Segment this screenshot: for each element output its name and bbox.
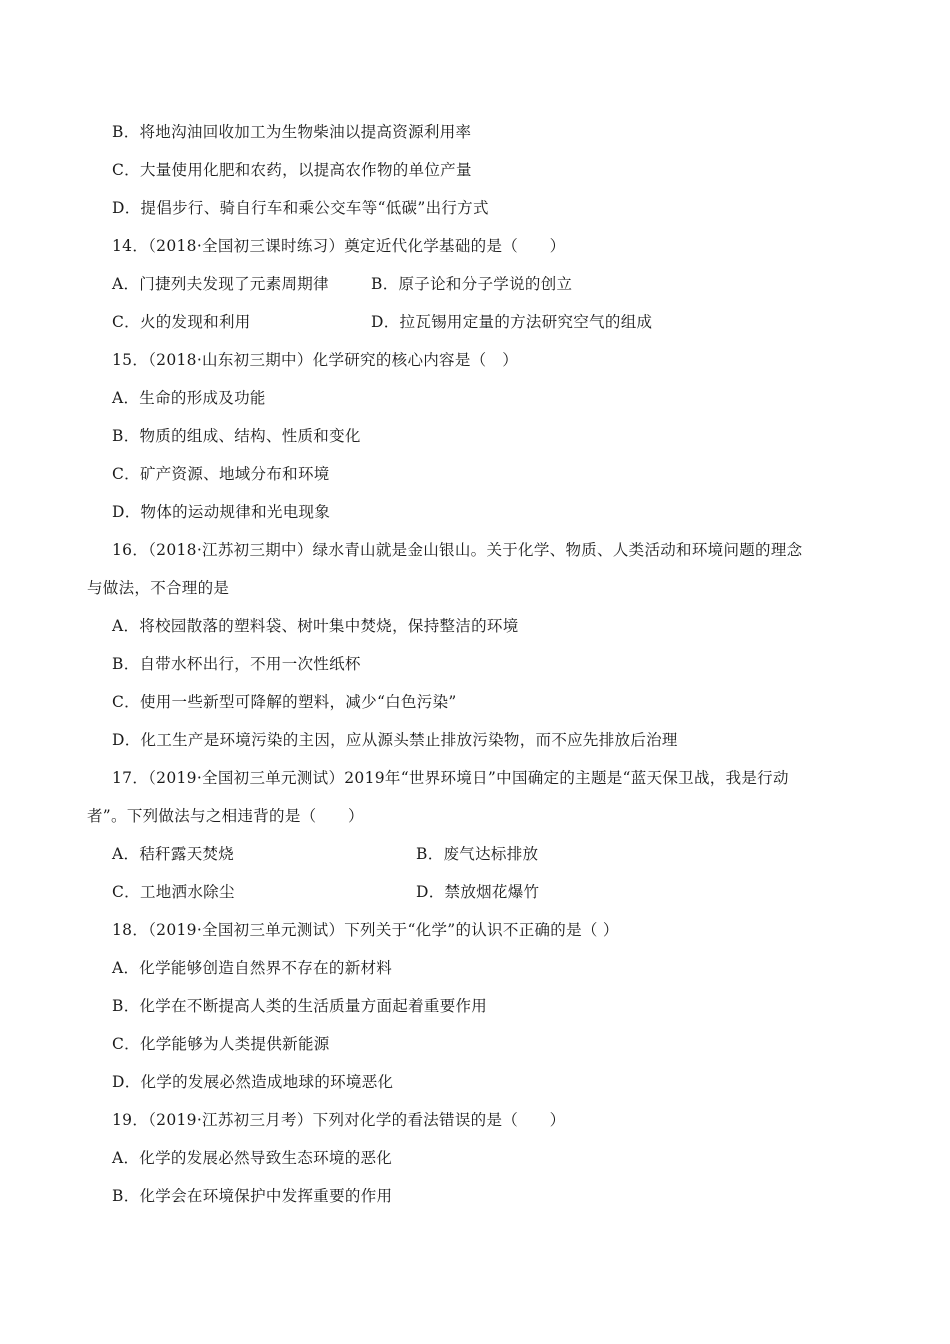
q18-option-d: D．化学的发展必然造成地球的环境恶化 <box>112 1073 394 1091</box>
q15-option-d: D．物体的运动规律和光电现象 <box>112 503 331 521</box>
q14-stem: 14．（2018·全国初三课时练习）奠定近代化学基础的是（ ） <box>112 237 566 255</box>
q16-stem-line2: 与做法，不合理的是 <box>87 579 230 597</box>
q15-option-a: A．生命的形成及功能 <box>112 389 266 407</box>
q13-option-b: B．将地沟油回收加工为生物柴油以提高资源利用率 <box>112 123 472 141</box>
q18-option-b: B．化学在不断提高人类的生活质量方面起着重要作用 <box>112 997 488 1015</box>
q17-stem-line2: 者”。下列做法与之相违背的是（ ） <box>87 807 364 825</box>
q13-option-d: D．提倡步行、骑自行车和乘公交车等“低碳”出行方式 <box>112 199 489 217</box>
q18-option-a: A．化学能够创造自然界不存在的新材料 <box>112 959 393 977</box>
q15-option-c: C．矿产资源、地域分布和环境 <box>112 465 330 483</box>
q15-option-b: B．物质的组成、结构、性质和变化 <box>112 427 361 445</box>
q16-option-b: B．自带水杯出行，不用一次性纸杯 <box>112 655 361 673</box>
q18-stem: 18．（2019·全国初三单元测试）下列关于“化学”的认识不正确的是（ ） <box>112 921 619 939</box>
q16-option-d: D．化工生产是环境污染的主因，应从源头禁止排放污染物，而不应先排放后治理 <box>112 731 678 749</box>
q14-option-d: D．拉瓦锡用定量的方法研究空气的组成 <box>371 313 653 331</box>
q16-option-a: A．将校园散落的塑料袋、树叶集中焚烧，保持整洁的环境 <box>112 617 519 635</box>
q17-option-a: A．秸秆露天焚烧 <box>112 845 235 863</box>
q15-stem: 15．（2018·山东初三期中）化学研究的核心内容是（ ） <box>112 351 519 369</box>
q14-option-c: C．火的发现和利用 <box>112 313 251 331</box>
q18-option-c: C．化学能够为人类提供新能源 <box>112 1035 330 1053</box>
q13-option-c: C．大量使用化肥和农药，以提高农作物的单位产量 <box>112 161 472 179</box>
q17-option-c: C．工地洒水除尘 <box>112 883 235 901</box>
q19-stem: 19．（2019·江苏初三月考）下列对化学的看法错误的是（ ） <box>112 1111 566 1129</box>
q19-option-b: B．化学会在环境保护中发挥重要的作用 <box>112 1187 393 1205</box>
q17-option-d: D．禁放烟花爆竹 <box>416 883 540 901</box>
q16-stem-line1: 16．（2018·江苏初三期中）绿水青山就是金山银山。关于化学、物质、人类活动和环境问题的理念 <box>112 541 803 559</box>
q14-option-a: A．门捷列夫发现了元素周期律 <box>112 275 329 293</box>
q17-stem-line1: 17．（2019·全国初三单元测试）2019年“世界环境日”中国确定的主题是“蓝天保卫战，我是行动 <box>112 769 789 787</box>
q19-option-a: A．化学的发展必然导致生态环境的恶化 <box>112 1149 393 1167</box>
q17-option-b: B．废气达标排放 <box>416 845 539 863</box>
q14-option-b: B．原子论和分子学说的创立 <box>371 275 573 293</box>
q16-option-c: C．使用一些新型可降解的塑料，减少“白色污染” <box>112 693 457 711</box>
